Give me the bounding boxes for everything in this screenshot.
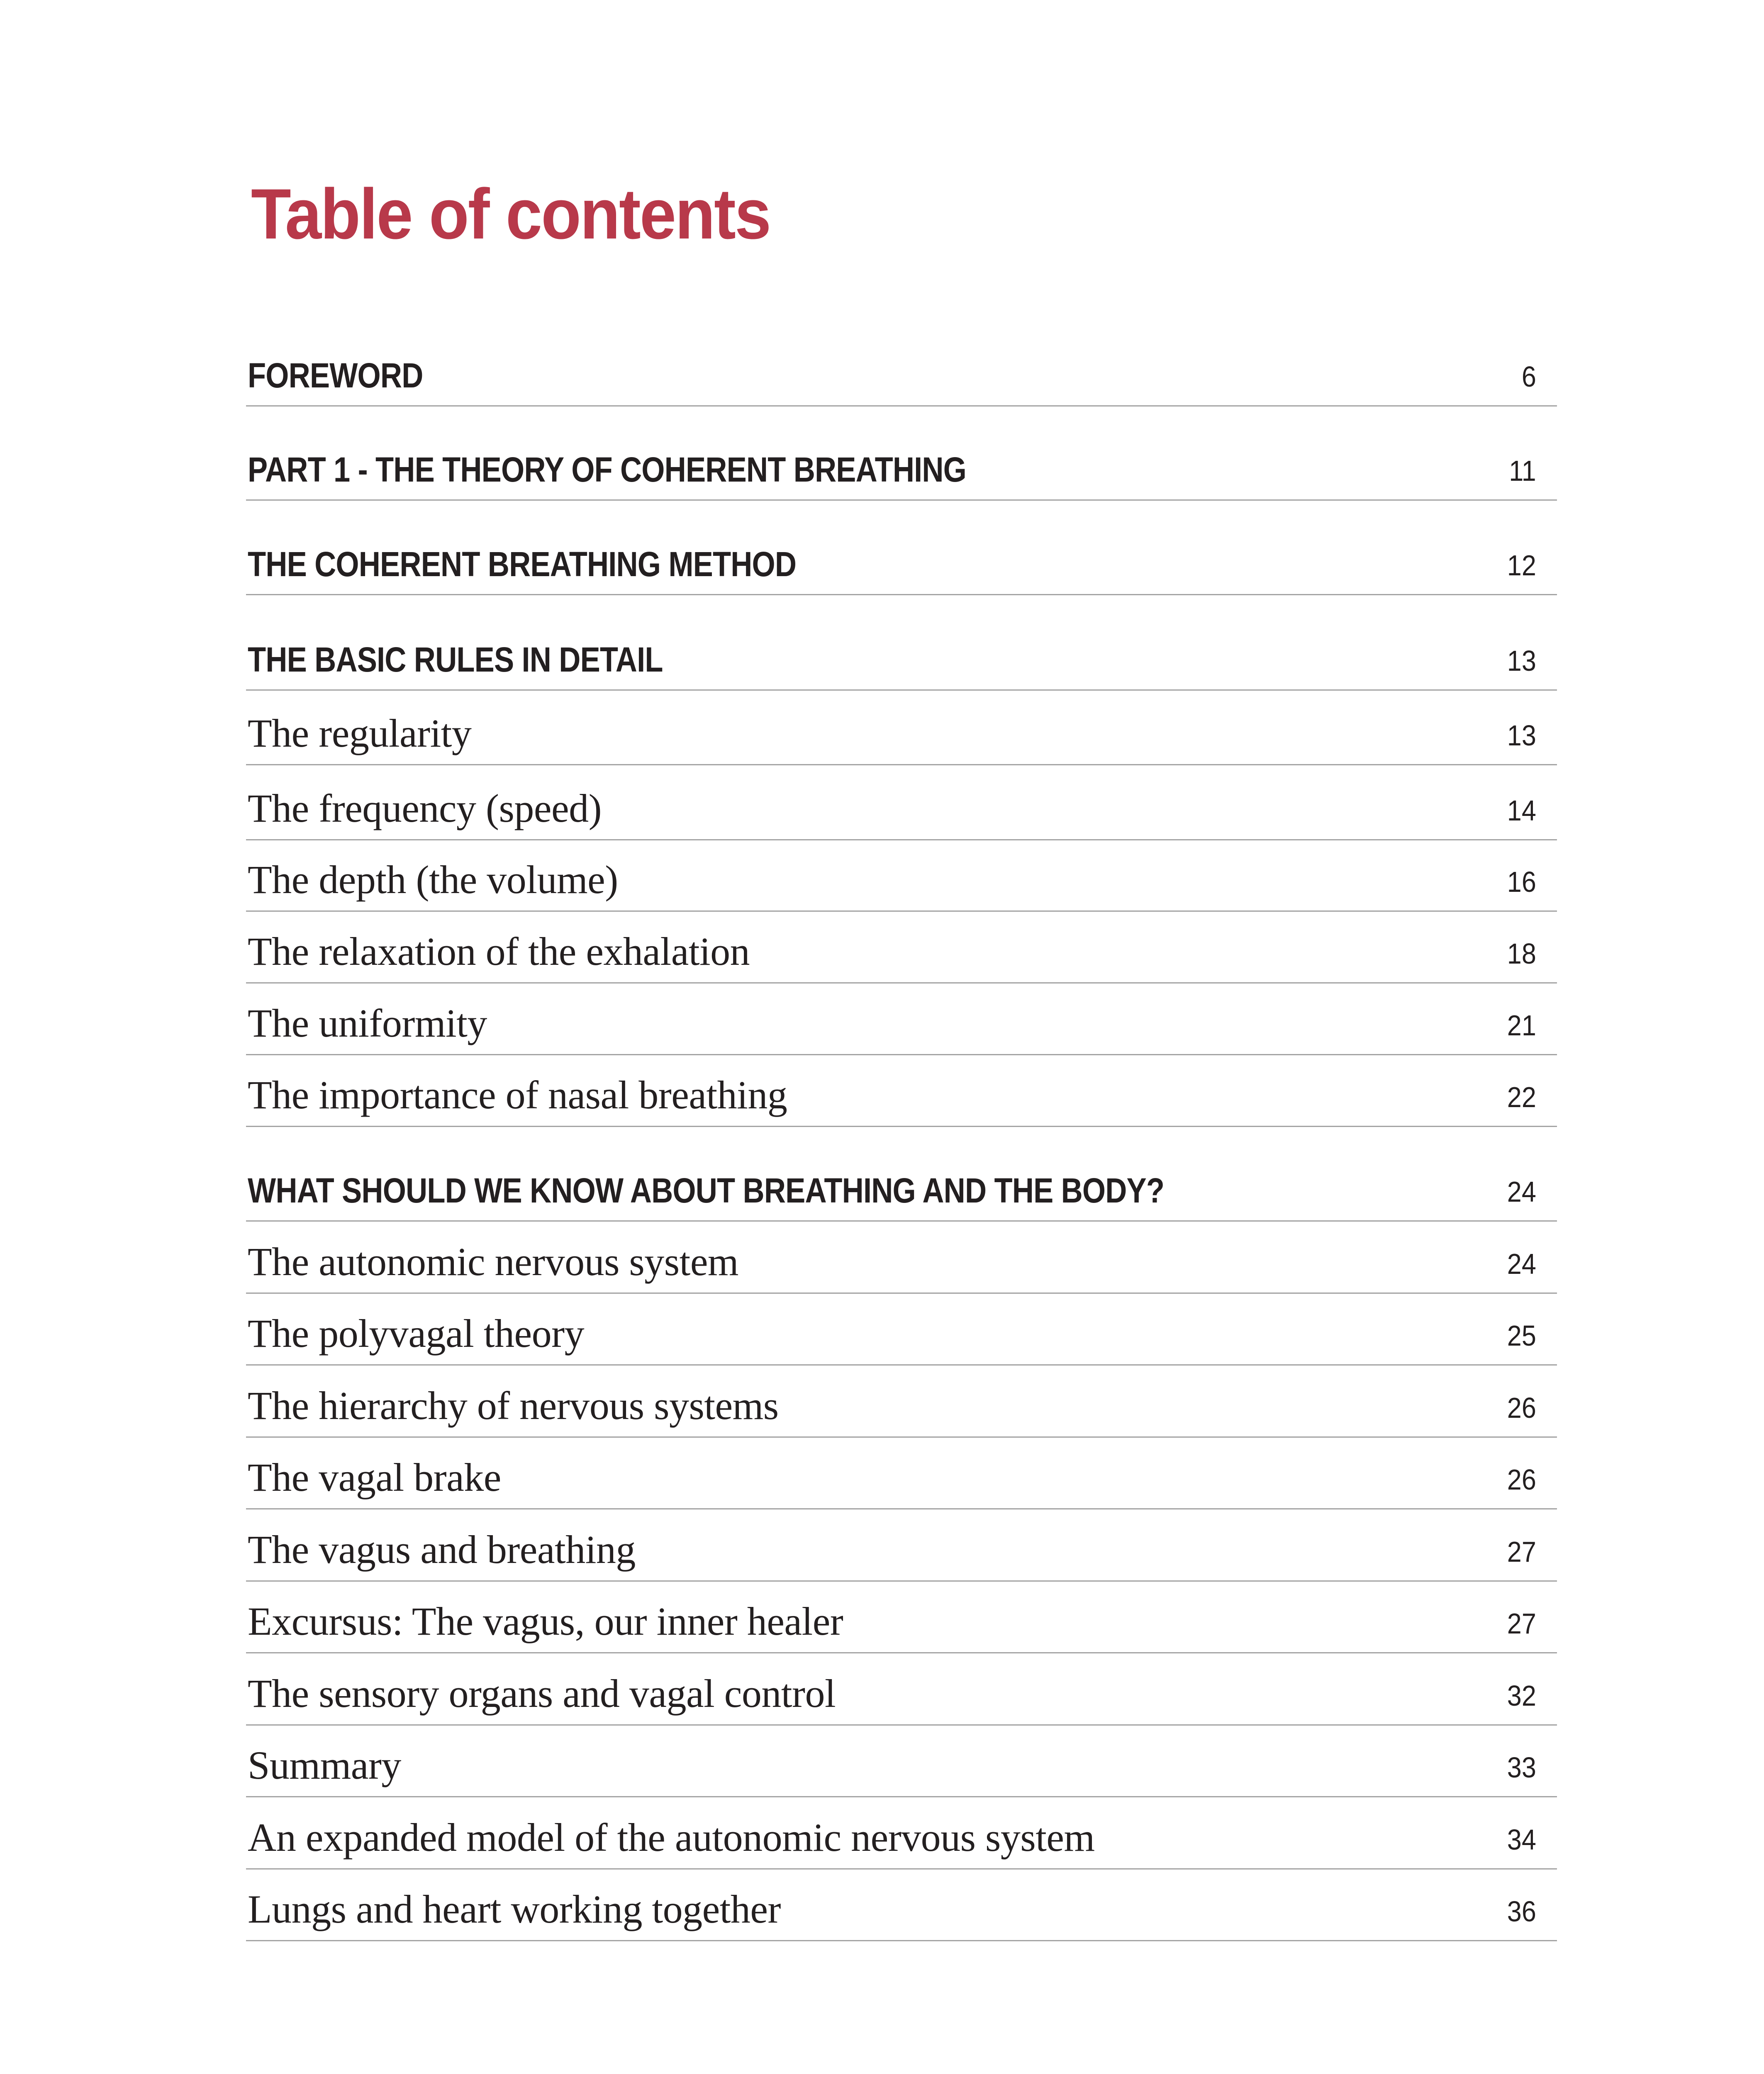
- toc-label: Lungs and heart working together: [248, 1887, 781, 1931]
- toc-page-number: 13: [1507, 645, 1536, 677]
- toc-label: THE BASIC RULES IN DETAIL: [248, 640, 663, 679]
- toc-page-number: 27: [1507, 1607, 1536, 1640]
- toc-entry-excursus[interactable]: [246, 1582, 1557, 1653]
- toc-page-number: 27: [1507, 1536, 1536, 1568]
- toc-page-number: 14: [1507, 794, 1536, 827]
- toc-entry-autonomic-nervous-system[interactable]: [246, 1222, 1557, 1294]
- toc-page-number: 16: [1507, 866, 1536, 898]
- toc-entry-relaxation[interactable]: [246, 912, 1557, 983]
- toc-entry-nasal-breathing[interactable]: [246, 1055, 1557, 1127]
- toc-entry-lungs-and-heart[interactable]: [246, 1870, 1557, 1941]
- toc-label: The hierarchy of nervous systems: [248, 1383, 779, 1428]
- toc-label: FOREWORD: [248, 356, 423, 395]
- toc-label: The polyvagal theory: [248, 1311, 585, 1356]
- toc-page-number: 26: [1507, 1463, 1536, 1496]
- toc-entry-frequency[interactable]: [246, 765, 1557, 840]
- page-title: Table of contents: [251, 174, 770, 254]
- toc-entry-hierarchy[interactable]: [246, 1366, 1557, 1438]
- toc-entry-expanded-model[interactable]: [246, 1797, 1557, 1870]
- toc-page-number: 33: [1507, 1751, 1536, 1784]
- toc-heading-part-1[interactable]: [246, 407, 1557, 501]
- toc-label: The regularity: [248, 711, 472, 755]
- toc-heading-basic-rules[interactable]: [246, 595, 1557, 691]
- toc-label: The depth (the volume): [248, 857, 618, 902]
- toc-entry-uniformity[interactable]: [246, 983, 1557, 1055]
- toc-entry-sensory-organs[interactable]: [246, 1653, 1557, 1726]
- toc-entry-depth[interactable]: [246, 840, 1557, 912]
- toc-entry-summary[interactable]: [246, 1726, 1557, 1797]
- toc-label: An expanded model of the autonomic nervous system: [248, 1815, 1095, 1860]
- toc-page-number: 24: [1507, 1176, 1536, 1208]
- toc-page-number: 13: [1507, 719, 1536, 752]
- toc-heading-foreword[interactable]: [246, 328, 1557, 407]
- toc-label: PART 1 - THE THEORY OF COHERENT BREATHING: [248, 450, 967, 489]
- toc-page-number: 22: [1507, 1081, 1536, 1113]
- toc-label: The vagus and breathing: [248, 1527, 636, 1572]
- toc-label: The sensory organs and vagal control: [248, 1671, 836, 1716]
- toc-entry-regularity[interactable]: [246, 691, 1557, 765]
- toc-label: The relaxation of the exhalation: [248, 929, 750, 974]
- toc-page-number: 11: [1509, 455, 1536, 487]
- toc-page-number: 32: [1507, 1680, 1536, 1712]
- toc-label: The frequency (speed): [248, 786, 602, 830]
- toc-entry-polyvagal-theory[interactable]: [246, 1294, 1557, 1366]
- toc-page-number: 12: [1507, 549, 1536, 582]
- toc-page-number: 21: [1507, 1009, 1536, 1042]
- toc-page-number: 36: [1507, 1895, 1536, 1928]
- toc-page-number: 24: [1507, 1248, 1536, 1280]
- toc-heading-breathing-and-body[interactable]: [246, 1127, 1557, 1222]
- toc-label: The autonomic nervous system: [248, 1239, 739, 1284]
- toc-page-number: 6: [1521, 360, 1536, 393]
- toc-page-number: 18: [1507, 937, 1536, 970]
- toc-label: Excursus: The vagus, our inner healer: [248, 1599, 843, 1643]
- toc-page-number: 34: [1507, 1823, 1536, 1856]
- toc-label: THE COHERENT BREATHING METHOD: [248, 545, 797, 584]
- toc-entry-vagus-and-breathing[interactable]: [246, 1509, 1557, 1582]
- toc-label: The vagal brake: [248, 1455, 501, 1500]
- toc-label: The importance of nasal breathing: [248, 1073, 787, 1117]
- toc-label: The uniformity: [248, 1001, 487, 1045]
- toc-label: Summary: [248, 1743, 401, 1787]
- toc-heading-method[interactable]: [246, 501, 1557, 595]
- toc-entry-vagal-brake[interactable]: [246, 1438, 1557, 1509]
- toc-page-number: 25: [1507, 1319, 1536, 1352]
- toc-page-number: 26: [1507, 1392, 1536, 1424]
- toc-label: WHAT SHOULD WE KNOW ABOUT BREATHING AND THE BODY?: [248, 1171, 1165, 1210]
